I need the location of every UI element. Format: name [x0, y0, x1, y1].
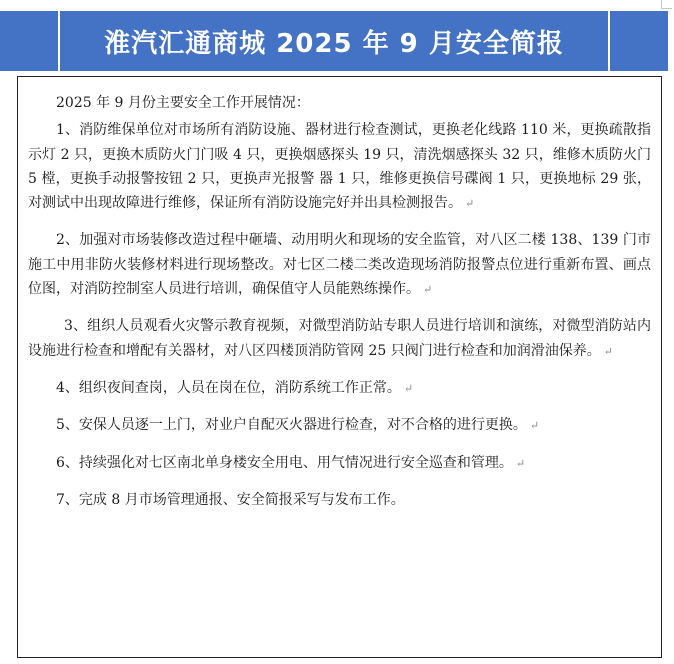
paragraph-mark-icon: ↵: [403, 381, 414, 395]
report-item-2: [28, 228, 651, 302]
page-title: 淮汽汇通商城 2025 年 9 月安全简报: [104, 28, 564, 59]
paragraph-mark-icon: ↵: [515, 456, 526, 470]
title-banner-right-cell: [610, 11, 668, 71]
paragraph-mark-icon: ↵: [465, 197, 475, 211]
report-content-box: [17, 76, 662, 658]
report-item-text: 3、组织人员观看火灾警示教育视频，对微型消防站专职人员进行培训和演练，对微型消防站内设施进行检查和增配有关器材，对八区四楼顶消防管网 25 只阀门进行检查和加润滑油保养。: [28, 318, 651, 359]
paragraph-mark-icon: ↵: [603, 344, 613, 358]
paragraph-mark-icon: ↵: [423, 283, 433, 297]
report-intro-text: 2025 年 9 月份主要安全工作开展情况：: [56, 95, 310, 111]
report-item-1: [28, 118, 651, 216]
paragraph-mark-icon: ↵: [529, 419, 540, 433]
report-intro: [28, 91, 651, 115]
report-item-6: [28, 451, 651, 476]
page-corner-mark: [661, 0, 672, 9]
report-item-text: 6、持续强化对七区南北单身楼安全用电、用气情况进行安全巡查和管理。: [56, 454, 513, 471]
report-item-text: 4、组织夜间查岗，人员在岗在位，消防系统工作正常。: [56, 379, 401, 396]
report-item-7: [28, 488, 651, 512]
report-item-3: [28, 314, 651, 364]
report-item-5: [28, 413, 651, 438]
title-banner-left-cell: [0, 11, 58, 71]
report-item-text: 7、完成 8 月市场管理通报、安全简报采写与发布工作。: [56, 491, 405, 508]
report-item-text: 1、消防维保单位对市场所有消防设施、器材进行检查测试，更换老化线路 110 米，更换疏散指示灯 2 只，更换木质防火门门吸 4 只，更换烟感探头 19 只，清洗烟感探头 32 只，维修木质防火门 5 樘，更换手动报警按钮 2 只，更换声光报警 器 1 只，维修更换信号碟阀 1 只，更换地标 29 张，对测试中出现故障进行维修，保证所有消防设施完好并出具检测报告。: [28, 122, 651, 212]
report-item-4: [28, 376, 651, 401]
title-banner: [0, 11, 668, 71]
title-banner-center-cell: [58, 11, 610, 71]
report-item-text: 5、安保人员逐一上门，对业户自配灭火器进行检查，对不合格的进行更换。: [56, 417, 527, 434]
report-item-text: 2、加强对市场装修改造过程中砸墙、动用明火和现场的安全监管，对八区二楼 138、139 门市施工中用非防火装修材料进行现场整改。对七区二楼二类改造现场消防报警点位进行重新布置、画点位图，对消防控制室人员进行培训，确保值守人员能熟练操作。: [28, 232, 651, 298]
